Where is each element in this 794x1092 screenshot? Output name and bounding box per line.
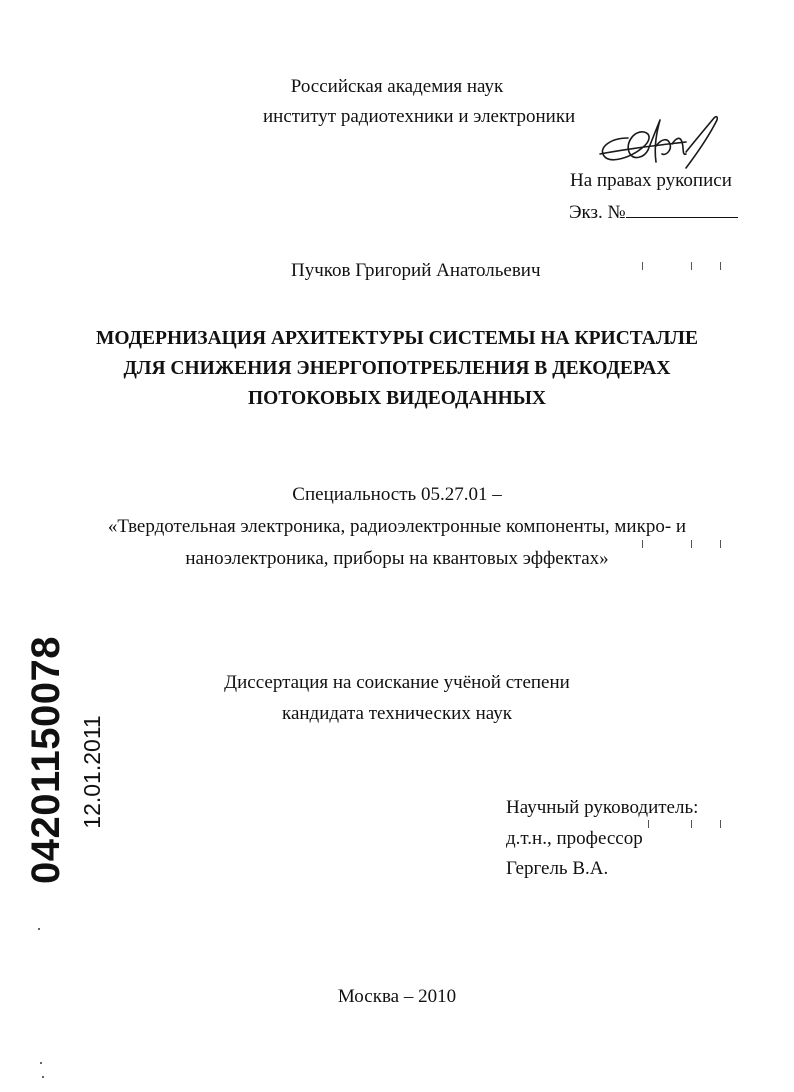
scan-speck <box>38 928 40 930</box>
thesis-title-line-3: ПОТОКОВЫХ ВИДЕОДАННЫХ <box>247 388 547 409</box>
thesis-title-line-1: МОДЕРНИЗАЦИЯ АРХИТЕКТУРЫ СИСТЕМЫ НА КРИСТАЛЛЕ <box>96 328 698 349</box>
scan-mark <box>691 820 692 828</box>
scan-speck <box>40 1062 42 1064</box>
copy-number <box>569 201 738 224</box>
specialty-code: Специальность 05.27.01 – <box>292 484 502 505</box>
specialty-name-line-1: «Твердотельная электроника, радиоэлектронные компоненты, микро- и <box>107 516 687 537</box>
city-year: Москва – 2010 <box>337 986 457 1007</box>
copy-number-label: Экз. № <box>569 202 626 223</box>
scan-speck <box>42 1076 44 1078</box>
degree-name: кандидата технических наук <box>282 703 512 724</box>
scan-mark <box>691 262 692 270</box>
institute-name: институт радиотехники и электроники <box>263 106 576 127</box>
author-name: Пучков Григорий Анатольевич <box>291 260 541 281</box>
copy-number-blank <box>626 201 738 218</box>
specialty-name-line-2: наноэлектроника, приборы на квантовых эффектах» <box>185 548 609 569</box>
thesis-title-line-2: ДЛЯ СНИЖЕНИЯ ЭНЕРГОПОТРЕБЛЕНИЯ В ДЕКОДЕРАХ <box>123 358 671 379</box>
scan-mark <box>720 540 721 548</box>
library-stamp-date: 12.01.2011 <box>79 715 105 829</box>
supervisor-degree: д.т.н., профессор <box>506 828 643 849</box>
scan-mark <box>720 820 721 828</box>
scan-mark <box>720 262 721 270</box>
rights-reserved-label: На правах рукописи <box>570 170 732 191</box>
scan-mark <box>648 820 649 828</box>
academy-name: Российская академия наук <box>290 76 504 97</box>
supervisor-label: Научный руководитель: <box>506 797 699 818</box>
scan-mark <box>691 540 692 548</box>
dissertation-type: Диссертация на соискание учёной степени <box>224 672 570 693</box>
supervisor-name: Гергель В.А. <box>506 858 609 879</box>
scan-mark <box>642 540 643 548</box>
scan-mark <box>642 262 643 270</box>
library-stamp-code: 04201150078 <box>24 636 68 884</box>
